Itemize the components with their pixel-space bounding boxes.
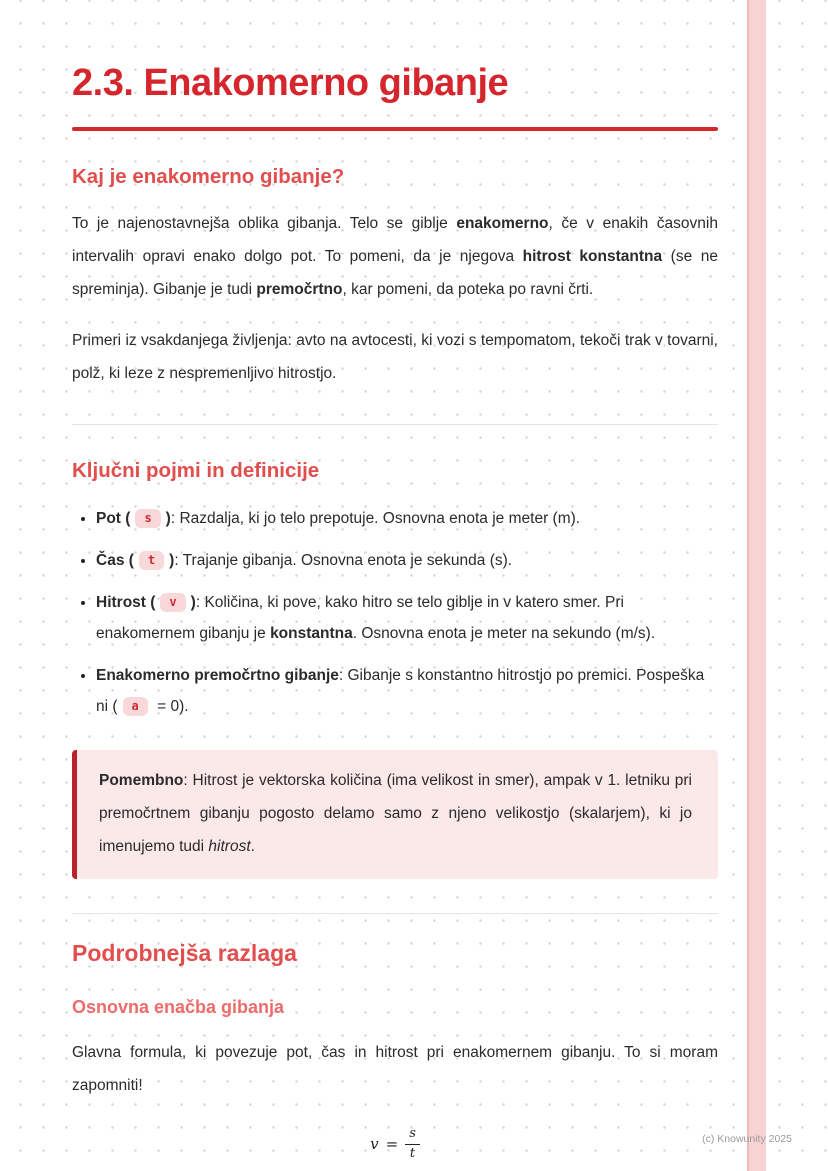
fraction-numerator: s [405,1126,420,1145]
detail-paragraph: Glavna formula, ki povezuje pot, čas in hitrost pri enakomernem gibanju. To si moram zapomniti! [72,1044,718,1094]
text-segment: . [250,838,255,855]
term-label: Čas ( [96,552,134,569]
text-segment: , če v enakih časovnih intervalih opravi enako dolgo pot. To pomeni, da je njegova [72,215,718,265]
term-label: Hitrost ( [96,594,156,611]
text-segment-italic: hitrost [208,838,251,855]
list-item-pot [96,503,718,534]
equation-fraction [405,1126,420,1163]
text-segment: (se ne spreminja). Gibanje je tudi [72,248,718,298]
key-terms-list [72,503,718,722]
term-label: ) [165,510,171,527]
list-item-hitrost [96,587,718,649]
list-item-enakomerno-premocrtno [96,660,718,722]
section-heading-detail: Podrobnejša razlaga [72,940,297,966]
callout-text [99,764,692,863]
text-segment: To je najenostavnejša oblika gibanja. Telo se giblje [72,215,457,232]
term-label: ) [169,552,175,569]
term-label: ) [190,594,196,611]
footer-credit: (c) Knowunity 2025 [702,1133,792,1145]
text-segment-bold: enakomerno [456,215,549,232]
section-divider-2 [72,913,718,914]
term-label: Pot ( [96,510,131,527]
section-heading-intro: Kaj je enakomerno gibanje? [72,165,345,188]
text-segment: : Hitrost je vektorska količina (ima velikost in smer), ampak v 1. letniku pri premočrtnem gibanju pogosto delamo samo z njeno velikostjo (skalarjem), ki jo imenujemo tudi [99,772,692,855]
intro-paragraph-1 [72,207,718,306]
list-item-cas [96,545,718,576]
equation-lhs: v [370,1135,379,1154]
variable-chip-t: t [139,551,164,570]
important-callout [72,750,718,879]
variable-chip-v: v [160,593,185,612]
variable-chip-s: s [135,509,160,528]
term-definition: = 0). [152,698,189,715]
term-definition: : Razdalja, ki jo telo prepotuje. Osnovna enota je meter (m). [170,510,581,527]
text-segment-bold: hitrost konstantna [522,248,663,265]
page-title: 2.3. Enakomerno gibanje [72,62,509,104]
title-underline [72,127,718,131]
section-heading-key-terms: Ključni pojmi in definicije [72,459,320,482]
term-definition: : Trajanje gibanja. Osnovna enota je sekunda (s). [174,552,513,569]
equation-block [72,1126,718,1163]
text-segment: , kar pomeni, da poteka po ravni črti. [342,281,594,298]
variable-chip-a: a [123,697,148,716]
term-label: Enakomerno premočrtno gibanje [96,667,339,684]
section-divider [72,424,718,425]
callout-label: Pomembno [99,772,184,789]
fraction-denominator: t [409,1145,416,1161]
intro-paragraph-2: Primeri iz vsakdanjega življenja: avto na avtocesti, ki vozi s tempomatom, tekoči trak v tovarni, polž, ki leze z nespremenljivo hitrostjo. [72,332,718,382]
term-definition: : Gibanje s konstantno hitrostjo po premici. Pospeška ni ( [96,667,705,715]
term-definition: . Osnovna enota je meter na sekundo (m/s). [352,625,656,642]
equation-v-equals-s-over-t [370,1126,420,1163]
text-segment-bold: premočrtno [256,281,343,298]
term-definition: : Količina, ki pove, kako hitro se telo giblje in v katero smer. Pri enakomernem gibanju je [96,594,624,642]
subsection-heading-equation: Osnovna enačba gibanja [72,997,285,1017]
text-segment-bold: konstantna [270,625,353,642]
equation-equals-sign: = [385,1135,399,1154]
